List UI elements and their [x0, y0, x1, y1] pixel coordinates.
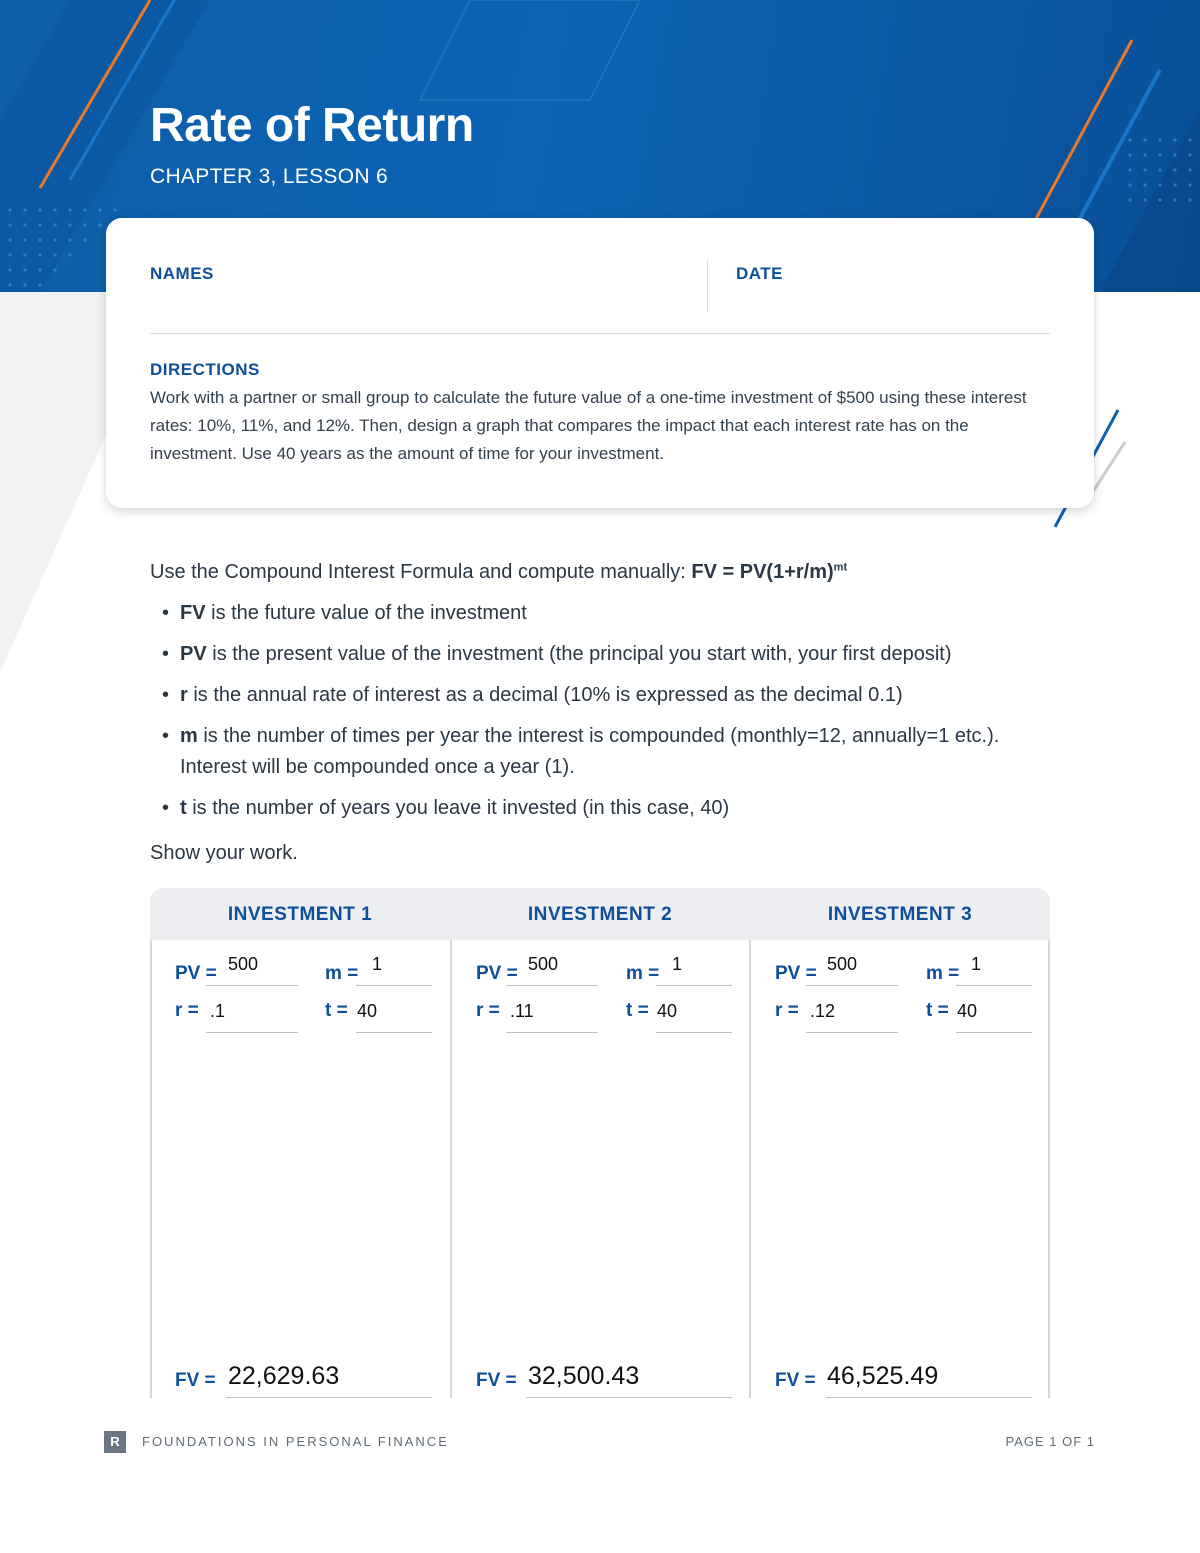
t-value[interactable]: 40: [957, 1001, 978, 1021]
pv-label: PV =: [476, 963, 518, 984]
t-value[interactable]: 40: [357, 1001, 378, 1021]
investment-3-title: INVESTMENT 3: [827, 904, 973, 925]
r-value[interactable]: .1: [210, 1001, 226, 1021]
m-value[interactable]: 1: [971, 954, 982, 974]
fv-value[interactable]: 46,525.49: [827, 1362, 939, 1390]
pv-underline: [206, 985, 298, 986]
formula-intro: [150, 561, 847, 584]
footer-page-number: PAGE 1 OF 1: [1005, 1434, 1095, 1449]
pv-label: PV =: [775, 963, 817, 984]
variable-term: m: [180, 725, 198, 747]
m-underline: [956, 985, 1032, 986]
investment-2-column: [450, 940, 750, 1398]
t-underline: [656, 1032, 732, 1033]
r-underline: [206, 1032, 298, 1033]
date-label: DATE: [736, 264, 784, 283]
t-underline: [956, 1032, 1032, 1033]
fv-label: FV =: [175, 1370, 216, 1391]
directions-text: Work with a partner or small group to calculate the future value of a one-time investment of $500 using these interest rates: 10%, 11%, and 12%. Then, design a graph that compares the impact that each interest rate has on the investment. Use 40 years as the amount of time for your investment.: [150, 388, 1027, 463]
fv-label: FV =: [476, 1370, 517, 1391]
variable-description: is the annual rate of interest as a decimal (10% is expressed as the decimal 0.1): [187, 684, 903, 706]
r-label: r =: [476, 1000, 500, 1021]
t-underline: [356, 1032, 432, 1033]
list-item: [150, 793, 1060, 824]
list-item: [150, 598, 1060, 629]
r-underline: [806, 1032, 898, 1033]
pv-value[interactable]: 500: [827, 954, 858, 974]
variable-description: is the number of years you leave it invested (in this case, 40): [186, 797, 730, 819]
m-value[interactable]: 1: [672, 954, 683, 974]
fv-value[interactable]: 32,500.43: [528, 1362, 640, 1390]
fv-label: FV =: [775, 1370, 816, 1391]
r-label: r =: [175, 1000, 199, 1021]
variable-term: PV: [180, 643, 207, 665]
investment-2-title: INVESTMENT 2: [527, 904, 673, 925]
investment-3-column: [749, 940, 1049, 1398]
pv-value[interactable]: 500: [228, 954, 259, 974]
m-label: m =: [626, 963, 660, 984]
variable-description: is the number of times per year the interest is compounded (monthly=12, annually=1 etc.). Interest will be compounded once a year (1).: [180, 725, 1000, 778]
variable-list: [150, 598, 1060, 834]
fv-underline: [526, 1397, 732, 1398]
r-value[interactable]: .12: [810, 1001, 836, 1021]
t-label: t =: [325, 1000, 348, 1021]
names-date-divider: [707, 260, 708, 312]
pv-label: PV =: [175, 963, 217, 984]
m-underline: [656, 985, 732, 986]
m-value[interactable]: 1: [372, 954, 383, 974]
r-underline: [506, 1032, 598, 1033]
formula-exponent: mt: [833, 561, 848, 574]
pv-value[interactable]: 500: [528, 954, 559, 974]
variable-description: is the present value of the investment (the principal you start with, your first deposit): [206, 643, 952, 665]
t-label: t =: [926, 1000, 949, 1021]
investment-1-column: [150, 940, 450, 1398]
variable-term: r: [180, 684, 188, 706]
card-divider: [150, 333, 1050, 334]
r-value[interactable]: .11: [510, 1001, 534, 1021]
show-work-text: Show your work.: [150, 842, 298, 864]
pv-underline: [806, 985, 898, 986]
footer-course-name: FOUNDATIONS IN PERSONAL FINANCE: [142, 1434, 449, 1449]
t-value[interactable]: 40: [657, 1001, 678, 1021]
fv-value[interactable]: 22,629.63: [228, 1362, 340, 1390]
chapter-lesson: CHAPTER 3, LESSON 6: [150, 165, 388, 188]
variable-description: is the future value of the investment: [205, 602, 527, 624]
list-item: [150, 721, 1060, 783]
directions-label: DIRECTIONS: [150, 360, 260, 379]
list-item: [150, 639, 1060, 670]
r-label: r =: [775, 1000, 799, 1021]
fv-underline: [226, 1397, 432, 1398]
ramsey-logo-icon: R: [104, 1431, 126, 1453]
m-label: m =: [926, 963, 960, 984]
variable-term: t: [180, 797, 187, 819]
info-card: [106, 218, 1094, 508]
m-underline: [356, 985, 432, 986]
names-label: NAMES: [150, 264, 214, 283]
t-label: t =: [626, 1000, 649, 1021]
variable-term: FV: [180, 602, 206, 624]
investment-1-title: INVESTMENT 1: [227, 904, 373, 925]
pv-underline: [506, 985, 598, 986]
formula-intro-text: Use the Compound Interest Formula and compute manually:: [150, 561, 692, 583]
fv-underline: [826, 1397, 1032, 1398]
page-title: Rate of Return: [150, 99, 474, 152]
m-label: m =: [325, 963, 359, 984]
list-item: [150, 680, 1060, 711]
investment-table: [150, 888, 1050, 1398]
formula: FV = PV(1+r/m): [691, 561, 834, 583]
